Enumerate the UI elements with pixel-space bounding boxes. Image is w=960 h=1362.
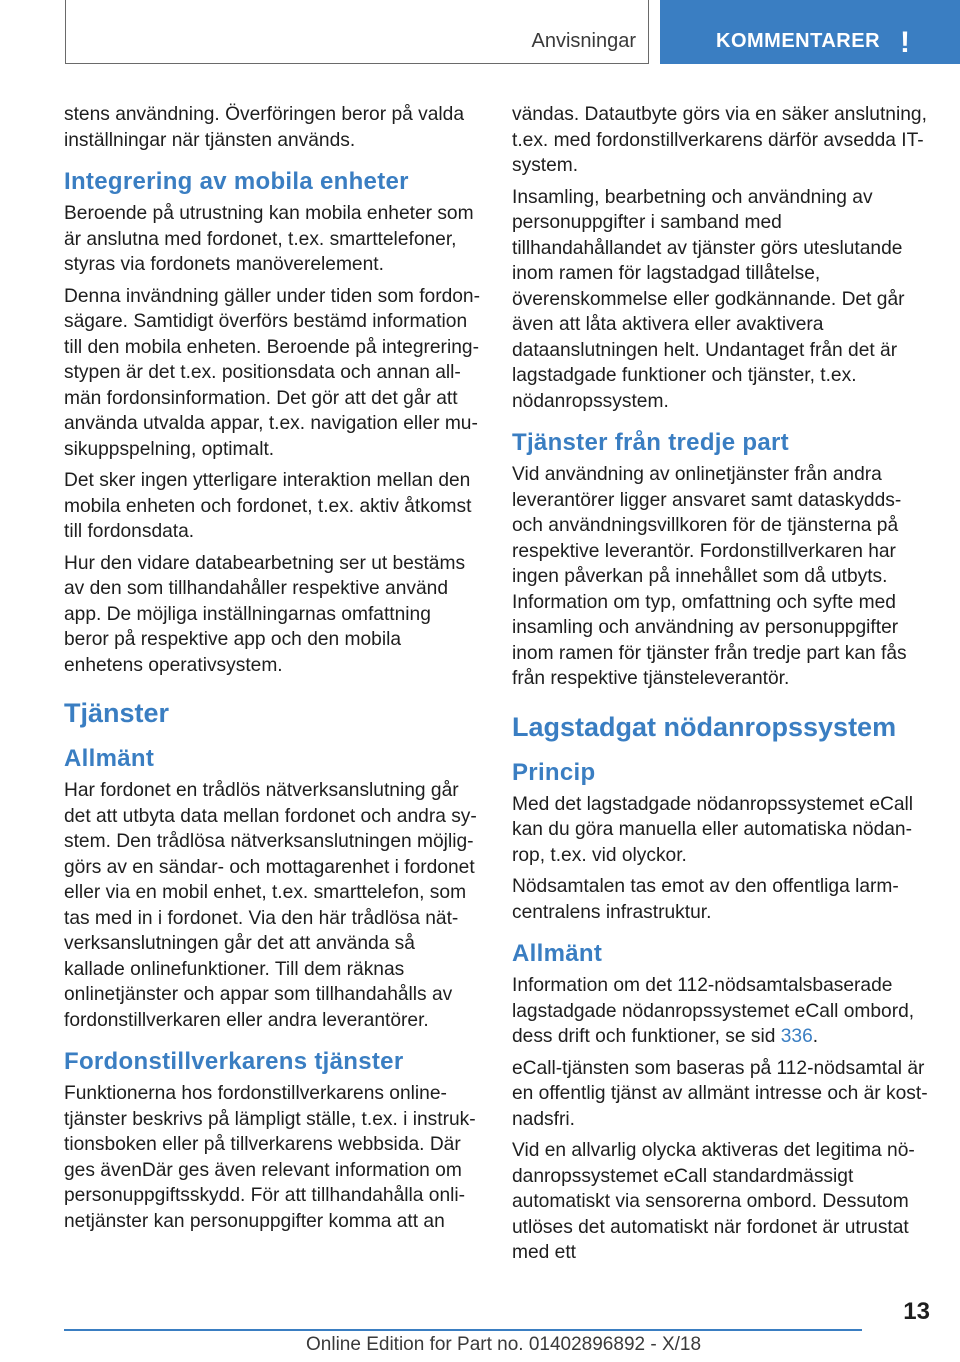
heading-tredje-part: Tjänster från tredje part	[512, 429, 789, 456]
paragraph: Vid en allvarlig olycka aktiveras det legitima nödanropssystemet eCall standardmässigt automatiskt via sensorerna ombord. Dessutom utlöses det automatiskt när fordonet är utrustat med ett	[512, 1140, 915, 1263]
heading-tjanster: Tjänster	[64, 698, 170, 728]
right-column	[512, 102, 928, 1272]
paragraph: Med det lagstadgade nödanropssystemet eCall kan du göra manuella eller automatiska nödanrop, t.ex. vid olyckor.	[512, 793, 914, 866]
paragraph: stens användning. Överföringen beror på valda inställningar när tjänsten används.	[64, 104, 464, 151]
text: .	[812, 1026, 819, 1047]
exclamation-icon: !	[900, 26, 910, 59]
paragraph: Insamling, bearbetning och användning av personuppgifter i samband med tillhandahållandet av tjänster görs uteslutande inom ramen för lagstadgad tillåtelse, överenskommelse eller godkännande. Det går även att låta aktivera eller avaktivera dataanslutningen helt. Undantaget från det är lagstadgade funktioner och tjänster, t.ex. nödanropssystem.	[512, 186, 905, 412]
paragraph: vändas. Datautbyte görs via en säker anslutning, t.ex. med fordonstillverkarens därför avsedda IT-system.	[512, 104, 927, 176]
page-number: 13	[903, 1298, 930, 1325]
section-label-anvisningar: Anvisningar	[531, 30, 636, 52]
tab-kommentarer-label: KOMMENTARER	[716, 30, 881, 52]
paragraph: eCall-tjänsten som baseras på 112-nödsamtal är en offentlig tjänst av allmänt intresse och är kostnadsfri.	[512, 1057, 928, 1130]
heading-princip: Princip	[512, 758, 596, 786]
paragraph: Vid användning av onlinetjänster från andra leverantörer ligger ansvaret samt dataskydds- och användningsvillkoren för de tjänsterna på respektive leverantör. Fordonstillverkaren har ingen påverkan på innehållet som då utbyts. Information om typ, omfattning och syfte med insamling och användning av personuppgifter inom ramen för tjänster från tredje part kan fås från respektive tjänsteleverantör.	[512, 464, 907, 689]
page-link-336[interactable]: 336	[780, 1026, 813, 1047]
footer-divider	[64, 1329, 862, 1331]
paragraph: Denna invändning gäller under tiden som fordonsägare. Samtidigt överförs bestämd information till den mobila enheten. Beroende på integreringstypen är det t.ex. positionsdata och annan allmän fordonsinformation. Det gör att det går att använda utvalda appar, t.ex. navigation eller musikuppspelning, optimalt.	[64, 285, 480, 460]
footer-edition-text: Online Edition for Part no. 01402896892 - X/18	[306, 1334, 702, 1355]
paragraph: Funktionerna hos fordonstillverkarens onlinetjänster beskrivs på lämpligt ställe, t.ex. i instruktionsboken eller på tillverkarens webbsida. Där ges ävenDär ges även relevant information om personuppgiftsskydd. För att tillhandahålla onlinetjänster kan personuppgifter komma att an	[64, 1083, 476, 1232]
heading-fordonstillverkarens-tjanster: Fordonstillverkarens tjänster	[64, 1048, 404, 1075]
header-active-tab[interactable]	[660, 0, 960, 64]
paragraph: Hur den vidare databearbetning ser ut bestäms av den som tillhandahåller respektive använd app. De möjliga inställningarnas omfattning beror på respektive app och den mobila enhetens operativsystem.	[64, 552, 466, 676]
left-column	[64, 102, 480, 1240]
paragraph: Beroende på utrustning kan mobila enheter som är anslutna med fordonet, t.ex. smarttelefoner, styras via fordonets manöverelement.	[64, 203, 474, 275]
heading-allmant-2: Allmänt	[512, 940, 603, 967]
paragraph: Det sker ingen ytterligare interaktion mellan den mobila enheten och fordonet, t.ex. aktiv åtkomst till fordonsdata.	[64, 470, 472, 542]
heading-allmant: Allmänt	[64, 745, 155, 772]
paragraph-with-link	[512, 973, 928, 1050]
text: Information om det 112-nödsamtalsbaserade lagstadgade nödanropssystemet eCall ombord, dess drift och funktioner, se sid	[512, 975, 915, 1047]
paragraph: Har fordonet en trådlös nätverksanslutning går det att utbyta data mellan fordonet och andra system. Den trådlösa nätverksanslutningen möjliggörs av en sändar- och mottagarenhet i fordonet eller via en mobil enhet, t.ex. smarttelefon, som tas med in i fordonet. Via den här trådlösa nätverksanslutningen går det att använda så kallade onlinefunktioner. Till dem räknas onlinetjänster och appar som tillhandahålls av fordonstillverkaren eller andra leverantörer.	[64, 780, 477, 1031]
paragraph: Nödsamtalen tas emot av den offentliga larmcentralens infrastruktur.	[512, 876, 899, 923]
heading-lagstadgat-nodanropssystem: Lagstadgat nödanropssystem	[512, 711, 897, 742]
header-section-box	[65, 0, 649, 64]
heading-integrering: Integrering av mobila enheter	[64, 168, 409, 195]
